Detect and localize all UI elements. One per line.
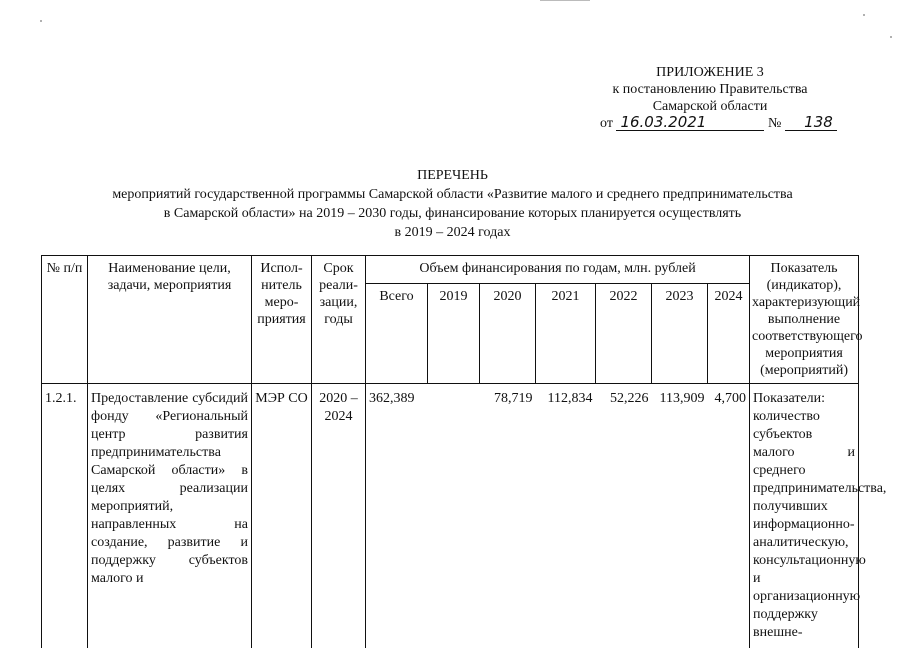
cell-term: 2020 – 2024 [312,384,366,648]
header-year-2024: 2024 [708,284,750,384]
cell-2023: 113,909 [652,384,708,648]
cell-2020: 78,719 [480,384,536,648]
title-line2: в Самарской области» на 2019 – 2030 годы, финансирование которых планируется осуществлять [60,204,845,223]
header-funding: Объем финансирования по годам, млн. рублей [366,256,750,284]
date-number-line [560,115,860,132]
header-indicator: Показатель (индикатор), характеризующий выполнение соответствующего мероприятия (мероприятий) [750,256,859,384]
scan-artifact [890,36,892,38]
header-year-2021: 2021 [536,284,596,384]
cell-2024: 4,700 [708,384,750,648]
header-name: Наименование цели, задачи, мероприятия [88,256,252,384]
title-heading: ПЕРЕЧЕНЬ [60,166,845,185]
cell-2021: 112,834 [536,384,596,648]
scan-artifact [40,20,42,22]
title-line1: мероприятий государственной программы Самарской области «Развитие малого и среднего предпринимательства [60,185,845,204]
header-year-2020: 2020 [480,284,536,384]
table-row [42,384,859,648]
cell-executor: МЭР СО [252,384,312,648]
appendix-block [560,64,860,132]
activities-table [41,255,859,648]
appendix-title: ПРИЛОЖЕНИЕ 3 [560,64,860,81]
cell-name: Предоставление субсидий фонду «Региональный центр развития предпринимательства Самарской области» в целях реализации мероприятий, направленных на создание, развитие и поддержку субъектов малого и [88,384,252,648]
appendix-line2: Самарской области [560,98,860,115]
cell-indicator: Показатели: количество субъектов малого и среднего предпринимательства, получивших информационно-аналитическую, консультационную и организационную поддержку внешне- [750,384,859,648]
header-year-2023: 2023 [652,284,708,384]
scan-artifact [863,14,865,16]
handwritten-number: 138 [785,115,837,131]
number-prefix: № [768,116,781,131]
scan-artifact [540,0,590,1]
cell-total: 362,389 [366,384,428,648]
title-line3: в 2019 – 2024 годах [60,223,845,242]
header-executor: Испол-нитель меро-приятия [252,256,312,384]
cell-2019 [428,384,480,648]
document-title [60,166,845,242]
cell-2022: 52,226 [596,384,652,648]
header-term: Срок реали-зации, годы [312,256,366,384]
header-total: Всего [366,284,428,384]
handwritten-date: 16.03.2021 [616,115,764,131]
cell-num: 1.2.1. [42,384,88,648]
date-prefix: от [600,116,613,131]
header-year-2022: 2022 [596,284,652,384]
header-year-2019: 2019 [428,284,480,384]
header-num: № п/п [42,256,88,384]
appendix-line1: к постановлению Правительства [560,81,860,98]
